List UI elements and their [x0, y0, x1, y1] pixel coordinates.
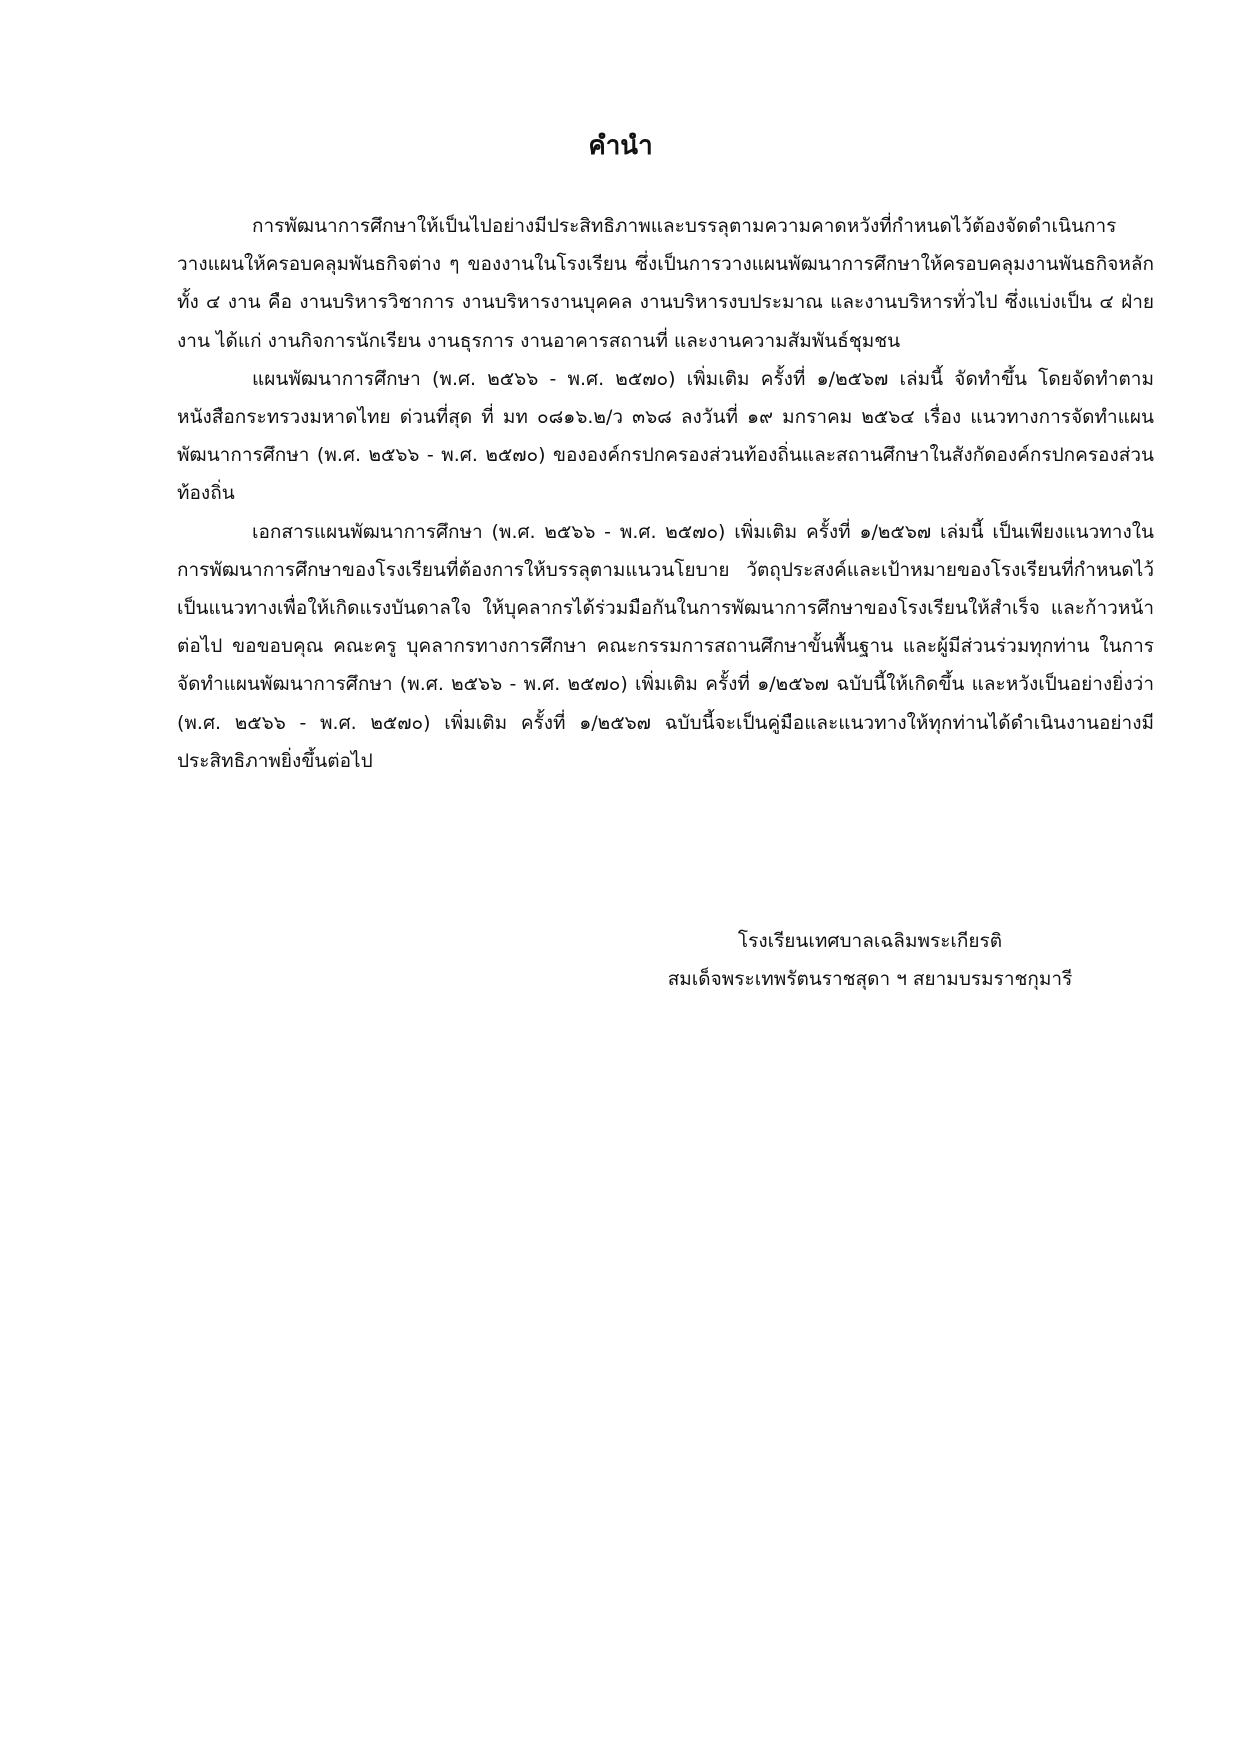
- paragraph-acknowledgement: เอกสารแผนพัฒนาการศึกษา (พ.ศ. ๒๕๖๖ - พ.ศ. ๒๕๗๐) เพิ่มเติม ครั้งที่ ๑/๒๕๖๗ เล่มนี้ เป็นเพียงแนวทางในการพัฒนาการศึกษาของโรงเรียนที่ต้องการให้บรรลุตามแนวนโยบาย วัตถุประสงค์และเป้าหมายของโรงเรียนที่กำหนดไว้เป็นแนวทางเพื่อให้เกิดแรงบันดาลใจ ให้บุคลากรได้ร่วมมือกันในการพัฒนาการศึกษาของโรงเรียนให้สำเร็จ และก้าวหน้าต่อไป ขอขอบคุณ คณะครู บุคลากรทางการศึกษา คณะกรรมการสถานศึกษาขั้นพื้นฐาน และผู้มีส่วนร่วมทุกท่าน ในการจัดทำแผนพัฒนาการศึกษา (พ.ศ. ๒๕๖๖ - พ.ศ. ๒๕๗๐) เพิ่มเติม ครั้งที่ ๑/๒๕๖๗ ฉบับนี้ให้เกิดขึ้น และหวังเป็นอย่างยิ่งว่า (พ.ศ. ๒๕๖๖ - พ.ศ. ๒๕๗๐) เพิ่มเติม ครั้งที่ ๑/๒๕๖๗ ฉบับนี้จะเป็นคู่มือและแนวทางให้ทุกท่านได้ดำเนินงานอย่างมีประสิทธิภาพยิ่งขึ้นต่อไป: [177, 520, 1154, 772]
- document-body: [177, 207, 1154, 780]
- paragraph-plan-reference: แผนพัฒนาการศึกษา (พ.ศ. ๒๕๖๖ - พ.ศ. ๒๕๗๐) เพิ่มเติม ครั้งที่ ๑/๒๕๖๗ เล่มนี้ จัดทำขึ้น โดยจัดทำตามหนังสือกระทรวงมหาดไทย ด่วนที่สุด ที่ มท ๐๘๑๖.๒/ว ๓๖๘ ลงวันที่ ๑๙ มกราคม ๒๕๖๔ เรื่อง แนวทางการจัดทำแผนพัฒนาการศึกษา (พ.ศ. ๒๕๖๖ - พ.ศ. ๒๕๗๐) ขององค์กรปกครองส่วนท้องถิ่นและสถานศึกษาในสังกัดองค์กรปกครองส่วนท้องถิ่น: [177, 367, 1154, 505]
- signature-block: [600, 922, 1140, 998]
- paragraph-introduction: การพัฒนาการศึกษาให้เป็นไปอย่างมีประสิทธิภาพและบรรลุตามความคาดหวังที่กำหนดไว้ต้องจัดดำเนินการวางแผนให้ครอบคลุมพันธกิจต่าง ๆ ของงานในโรงเรียน ซึ่งเป็นการวางแผนพัฒนาการศึกษาให้ครอบคลุมงานพันธกิจหลัก ทั้ง ๔ งาน คือ งานบริหารวิชาการ งานบริหารงานบุคคล งานบริหารงบประมาณ และงานบริหารทั่วไป ซึ่งแบ่งเป็น ๔ ฝ่ายงาน ได้แก่ งานกิจการนักเรียน งานธุรการ งานอาคารสถานที่ และงานความสัมพันธ์ชุมชน: [177, 215, 1155, 352]
- signature-school-name-line2: สมเด็จพระเทพรัตนราชสุดา ฯ สยามบรมราชกุมารี: [667, 968, 1073, 990]
- signature-school-name: โรงเรียนเทศบาลเฉลิมพระเกียรติ: [737, 930, 1003, 952]
- page-title: คำนำ: [588, 131, 653, 161]
